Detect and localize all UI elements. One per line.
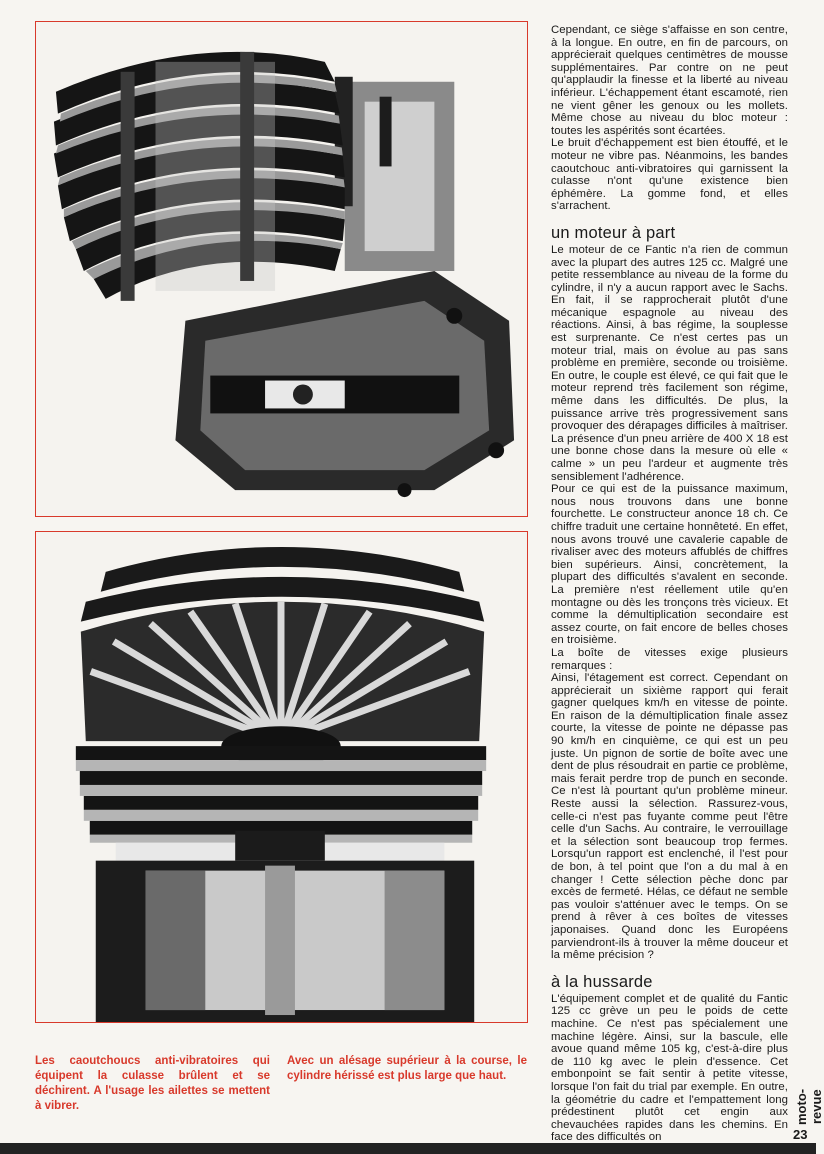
photo-caption-2: Avec un alésage supérieur à la course, le cylindre hérissé est plus large que haut. (287, 1054, 527, 1082)
article-column (551, 24, 788, 1144)
article-paragraph: L'équipement complet et de qualité du Fantic 125 cc grève un peu le poids de cette machine. Ce n'est pas spécialement une machine légère. Ainsi, sur la bascule, elle avoue quand même 105 kg, c'est-à-dire plus de 110 kg avec le plein d'essence. Cet embonpoint se fait sentir à petite vitesse, lorsque l'on fait du trial par exemple. En outre, la géométrie du cadre et l'empattement long prédestinent plutôt cet engin aux chevauchées rapides dans les chemins. En face des difficultés on (551, 992, 788, 1144)
article-paragraph: Ainsi, l'étagement est correct. Cependant on apprécierait un sixième rapport qui ferait gagner quelques km/h en vitesse de pointe. En raison de la démultiplication finale assez courte, la vitesse de pointe ne dépasse pas 90 km/h en cinquième, ce qui est un peu juste. Un pignon de sortie de boîte avec une dent de plus résoudrait en partie ce problème, mais ferait perdre trop de punch en seconde. Ce n'est là pourtant qu'un problème mineur. Reste aussi la sélection. Rassurez-vous, celle-ci n'est pas fuyante comme peut l'être celle d'un Sachs. Au contraire, le verrouillage et la sélection sont beaucoup trop fermes. Lorsqu'un rapport est enclenché, il l'est pour de bon, à tel point que l'on a du mal à en changer ! Cette sélection pèche donc par excès de fermeté. Hélas, ce défaut ne semble pas vouloir s'atténuer avec le temps. On se prend à rêver à ces boîtes de vitesses japonaises. Quand donc les Européens parviendront-ils à trouver la même douceur et la même précision ? (551, 672, 788, 962)
engine-side-illustration (36, 22, 527, 516)
article-paragraph: Le moteur de ce Fantic n'a rien de commun avec la plupart des autres 125 cc. Malgré une petite ressemblance au niveau de la forme du cylindre, il n'y a aucun rapport avec le Sachs. En fait, il se rapprocherait plutôt d'une mécanique espagnole au niveau des réactions. Ainsi, à bas régime, la souplesse est surprenante. Ce n'est certes pas un moteur trial, mais on évolue au pas sans problème en première, seconde ou troisième. En outre, le couple est élevé, ce qui fait que le moteur reprend très facilement son régime, même dans les difficultés. De plus, la puissance arrive très progressivement sans provoquer des dérapages difficiles à maîtriser. La présence d'un pneu arrière de 400 X 18 est une bonne chose dans la mesure où elle « calme » un peu l'ardeur et augmente très sensiblement l'adhérence. (551, 243, 788, 483)
bottom-edge-bar (0, 1143, 816, 1154)
article-paragraph: Le bruit d'échappement est bien étouffé, et le moteur ne vibre pas. Néanmoins, les bandes caoutchouc anti-vibratoires qui garnissent la culasse n'ont qu'une existence bien éphémère. La gomme fond, et elles s'arrachent. (551, 137, 788, 213)
article-paragraph: La boîte de vitesses exige plusieurs remarques : (551, 646, 788, 672)
section-heading-moteur: un moteur à part (551, 223, 676, 242)
article-paragraph: Cependant, ce siège s'affaisse en son centre, à la longue. En outre, en fin de parcours, on apprécierait quelques centimètres de mousse supplémentaires. Par contre on ne peut qu'applaudir la finesse et la liberté au niveau inférieur. L'échappement étant escamoté, rien ne vient gêner les genoux ou les mollets. Même chose au niveau du bloc moteur : toutes les aspérités sont écartées. (551, 24, 788, 137)
page-number: 23 (793, 1127, 808, 1142)
cylinder-front-photo (35, 531, 528, 1023)
article-paragraph: Pour ce qui est de la puissance maximum, nous nous trouvons dans une bonne fourchette. Le constructeur anonce 18 ch. Ce chiffre traduit une certaine honnêteté. En effet, nous avons trouvé une cavalerie capable de rivaliser avec des moteurs affublés de chiffres bien supérieurs. Ainsi, concrètement, la plupart des difficultés s'avalent en seconde. La première n'est réellement utile qu'en montagne ou dès les tronçons très vicieux. Et comme la démultiplication secondaire est assez courte, on fait encore de belles choses en troisième. (551, 483, 788, 647)
photo-caption-1: Les caoutchoucs anti-vibratoires qui équipent la culasse brûlent et se déchirent. A l'usage les ailettes se mettent à vibrer. (35, 1054, 270, 1112)
engine-side-photo (35, 21, 528, 517)
cylinder-front-illustration (36, 532, 527, 1022)
magazine-name: moto-revue (794, 1088, 824, 1126)
section-heading-hussarde: à la hussarde (551, 972, 653, 991)
